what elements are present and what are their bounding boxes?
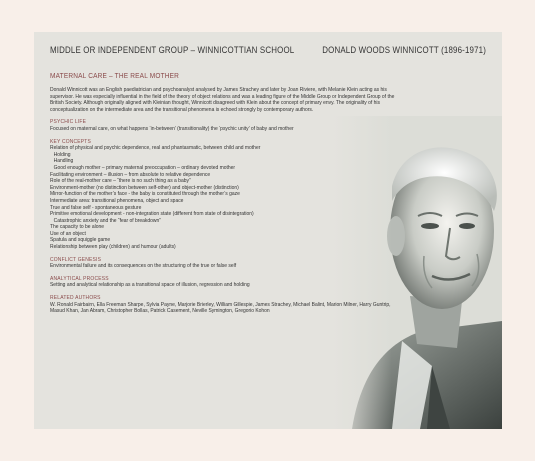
- key-concept-item: True and false self - spontaneous gesture: [50, 204, 142, 211]
- content: [50, 87, 436, 315]
- key-concept-item: Use of an object: [50, 230, 86, 237]
- key-concept-item: Handling: [53, 158, 74, 165]
- school-title: MIDDLE OR INDEPENDENT GROUP – WINNICOTTIAN SCHOOL: [50, 45, 295, 55]
- key-concept-item: Environment-mother (no distinction between self-other) and object-mother (distinction): [50, 184, 239, 191]
- key-concept-item: Spatula and squiggle game: [50, 237, 111, 244]
- person-title: DONALD WOODS WINNICOTT (1896-1971): [322, 45, 487, 55]
- header: [50, 45, 486, 55]
- key-concept-item: Primitive emotional development - non-integration state (different from state of disintegration): [50, 211, 254, 218]
- key-concept-item: Intermediate area: transitional phenomena, object and space: [50, 197, 184, 204]
- psychic-life-heading: PSYCHIC LIFE: [50, 119, 87, 126]
- subtitle: MATERNAL CARE – THE REAL MOTHER: [50, 71, 180, 80]
- key-concept-item: Role of the real-mother care – “there is no such thing as a baby”: [50, 178, 191, 185]
- key-concept-item: Mirror-function of the mother’s face - the baby is constituted through the mother’s gaze: [50, 191, 240, 198]
- key-concept-item: The capacity to be alone: [50, 224, 105, 231]
- psychic-life-text: Focused on maternal care, on what happens ‘in-between’ (transitionality) the ‘psychic unity’ of baby and mother: [50, 125, 294, 132]
- key-concept-item: Catastrophic anxiety and the “fear of breakdown”: [53, 217, 161, 224]
- key-concepts-heading: KEY CONCEPTS: [50, 138, 91, 145]
- key-concept-item: Facilitating environment – illusion – from absolute to relative dependence: [50, 171, 211, 178]
- related-authors-text: W. Ronald Fairbairn, Ella Freeman Sharpe, Sylvia Payne, Marjorie Brierley, William Gillespie, James Strachey, Michael Balint, Marion Milner, Harry Guntrip, Masud Khan, Jan Abram, Christopher Bollas, Patrick Casement, Neville Symington, Gregorio Kohon: [50, 301, 391, 315]
- analytical-process-text: Setting and analytical relationship as a transitional space of illusion, regression and holding: [50, 282, 250, 289]
- conflict-genesis-text: Environmental failure and its consequences on the structuring of the true or false self: [50, 263, 237, 270]
- info-card: [34, 32, 502, 429]
- key-concepts-list: [50, 145, 436, 251]
- analytical-process-heading: ANALYTICAL PROCESS: [50, 275, 109, 282]
- conflict-genesis-heading: CONFLICT GENESIS: [50, 256, 102, 263]
- intro-paragraph: Donald Winnicott was an English paediatrician and psychoanalyst analysed by James Strachey and later by Joan Riviere, with Melanie Klein acting as his supervisor. He was especially influential in the field of the theory of object relations and was a leading figure of the Middle Group or Independent Group of the British Society. Although originally aligned with Kleinian thought, Winnicott disagreed with Klein about the concept of primary envy. The originality of his conceptualization on the intermediate area and the transitional phenomena is echoed strongly by contemporary authors.: [50, 87, 395, 113]
- key-concept-item: Relationship between play (children) and humour (adults): [50, 244, 176, 251]
- related-authors-heading: RELATED AUTHORS: [50, 295, 101, 302]
- key-concept-item: Relation of physical and psychic dependence, real and phantasmatic, between child and mother: [50, 145, 261, 152]
- key-concept-item: Good enough mother – primary maternal preoccupation – ordinary devoted mother: [53, 164, 236, 171]
- key-concept-item: Holding: [53, 151, 71, 158]
